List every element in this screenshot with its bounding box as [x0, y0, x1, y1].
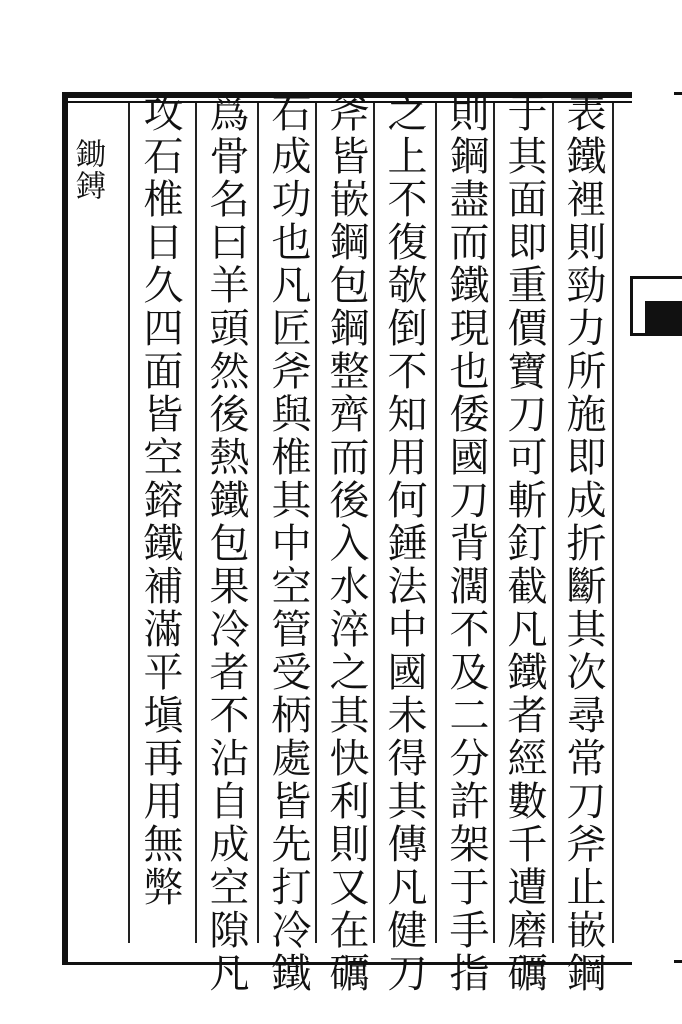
page-edge-mark — [674, 92, 682, 95]
text-column-3: 則鋼盡而鐵現也倭國刀背濶不及二分許架于手指 — [443, 92, 489, 995]
column-rule — [128, 103, 130, 943]
column-rule — [435, 103, 437, 943]
text-column-4: 之上不復欹倒不知用何錘法中國未得其傳凡健刀 — [381, 92, 427, 995]
text-column-1: 表鐵裡則勁力所施即成折斷其次尋常刀斧止嵌鋼 — [560, 92, 606, 995]
column-rule — [315, 103, 317, 943]
text-column-6: 石成功也凡匠斧與椎其中空管受柄處皆先打冷鐵 — [265, 92, 311, 995]
text-column-8: 攻石椎日久四面皆空鎔鐵補滿平塡再用無弊 — [137, 92, 183, 909]
column-rule — [552, 103, 554, 943]
text-column-5: 斧皆嵌鋼包鋼整齊而後入水淬之其快利則又在礪 — [323, 92, 369, 995]
column-rule — [612, 103, 614, 943]
text-column-2: 于其面即重價寶刀可斬釘截凡鐵者經數千遭磨礪 — [501, 92, 547, 995]
column-rule — [373, 103, 375, 943]
text-column-7: 爲骨名曰羊頭然後熱鐵包果冷者不沾自成空隙凡 — [203, 92, 249, 995]
column-rule — [195, 103, 197, 943]
page-edge-tab — [630, 276, 682, 336]
page-edge-mark — [674, 960, 682, 963]
column-rule — [493, 103, 495, 943]
margin-title: 鋤鎛 — [70, 138, 105, 202]
column-rule — [257, 103, 259, 943]
